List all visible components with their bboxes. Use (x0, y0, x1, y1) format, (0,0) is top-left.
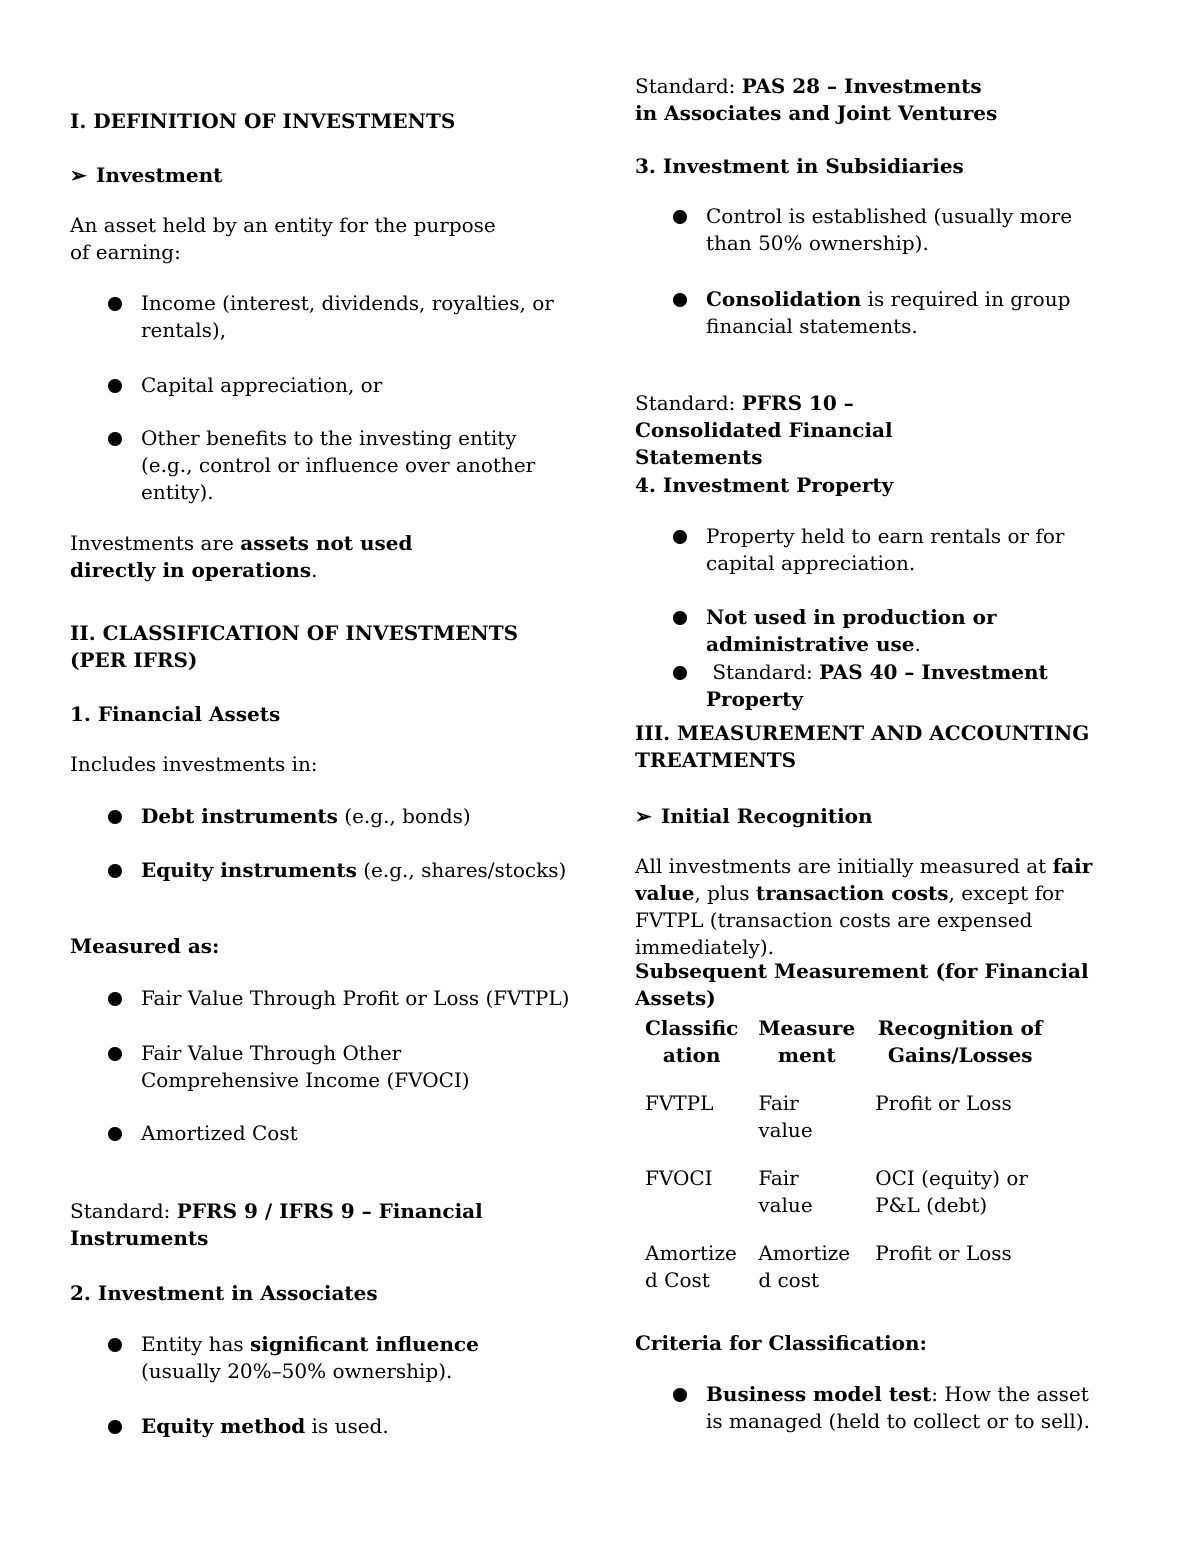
list-item: Property held to earn rentals or for capital appreciation. (706, 524, 1065, 575)
bullet-icon (108, 297, 122, 311)
bullet-icon (108, 1127, 122, 1141)
standard-pfrs9: Standard: PFRS 9 / IFRS 9 – Financial Instruments (70, 1199, 483, 1250)
initial-recognition-text: All investments are initially measured at fair value, plus transaction costs, except for FVTPL (transaction costs are expensed immediately). (635, 854, 1093, 959)
list-item: Amortized Cost (141, 1121, 298, 1145)
table-cell: FVTPL (645, 1091, 714, 1115)
list-item-equity: Equity instruments (e.g., shares/stocks) (141, 858, 567, 882)
list-item-not-used: Not used in production or administrative use. (706, 605, 997, 656)
table-cell: Amortize d cost (758, 1241, 851, 1292)
list-item-pas40: Standard: PAS 40 – Investment Property (706, 660, 1048, 711)
list-item: Other benefits to the investing entity (e.g., control or influence over another entity). (141, 426, 536, 504)
list-item: Income (interest, dividends, royalties, or rentals), (141, 291, 554, 342)
financial-assets-includes: Includes investments in: (70, 752, 318, 776)
bullet-icon (108, 992, 122, 1006)
bullet-icon (673, 530, 687, 544)
table-cell: FVOCI (645, 1166, 713, 1190)
criteria-title: Criteria for Classification: (635, 1331, 927, 1355)
financial-assets-title: 1. Financial Assets (70, 702, 281, 726)
bullet-icon (673, 611, 687, 625)
table-cell: Profit or Loss (875, 1091, 1012, 1115)
table-header-row (635, 1015, 1055, 1069)
bullet-icon (108, 810, 122, 824)
list-item-influence: Entity has significant influence (usually 20%–50% ownership). (141, 1332, 479, 1383)
measured-as-heading: Measured as: (70, 934, 220, 958)
bullet-icon (108, 1338, 122, 1352)
list-item: Control is established (usually more than 50% ownership). (706, 204, 1073, 255)
column-header: Classific ation (645, 1016, 739, 1067)
list-item-consolidation: Consolidation is required in group financial statements. (706, 287, 1071, 338)
table-row (635, 1240, 1055, 1294)
section-heading-measurement: III. MEASUREMENT AND ACCOUNTING TREATMENTS (635, 721, 1090, 772)
list-item-business-model: Business model test: How the asset is managed (held to collect or to sell). (706, 1382, 1090, 1433)
bullet-icon (108, 1420, 122, 1434)
standard-pas28: Standard: PAS 28 – Investments in Associates and Joint Ventures (635, 74, 998, 125)
list-item: Fair Value Through Other Comprehensive Income (FVOCI) (141, 1041, 470, 1092)
subsidiaries-title: 3. Investment in Subsidiaries (635, 154, 964, 178)
column-header: Recognition of Gains/Losses (877, 1016, 1043, 1067)
investment-subheading: ➢ Investment (70, 163, 223, 187)
bullet-icon (673, 293, 687, 307)
bullet-icon (108, 1047, 122, 1061)
arrow-icon: ➢ (635, 804, 652, 828)
table-cell: Amortize d Cost (645, 1241, 737, 1292)
bullet-icon (108, 864, 122, 878)
operations-text: Investments are assets not used directly in operations. (70, 531, 413, 582)
bullet-icon (108, 432, 122, 446)
table-cell: Fair value (758, 1091, 813, 1142)
table-cell: OCI (equity) or P&L (debt) (875, 1166, 1028, 1217)
list-item-debt: Debt instruments (e.g., bonds) (141, 804, 471, 828)
list-item: Capital appreciation, or (141, 373, 383, 397)
section-heading-definition: I. DEFINITION OF INVESTMENTS (70, 109, 456, 133)
associates-title: 2. Investment in Associates (70, 1281, 378, 1305)
table-row (635, 1090, 1055, 1144)
initial-recognition-subheading: ➢ Initial Recognition (635, 804, 873, 828)
bullet-icon (673, 666, 687, 680)
table-cell: Fair value (758, 1166, 813, 1217)
bullet-icon (673, 1388, 687, 1402)
list-item-equity-method: Equity method is used. (141, 1414, 389, 1438)
arrow-icon: ➢ (70, 163, 87, 187)
measurement-table (635, 1015, 1055, 1294)
bullet-icon (108, 379, 122, 393)
table-row (635, 1165, 1055, 1219)
list-item: Fair Value Through Profit or Loss (FVTPL) (141, 986, 570, 1010)
table-cell: Profit or Loss (875, 1241, 1012, 1265)
standard-pfrs10: Standard: PFRS 10 – Consolidated Financial Statements (635, 391, 893, 469)
bullet-icon (673, 210, 687, 224)
definition-text: An asset held by an entity for the purpose of earning: (70, 213, 496, 264)
column-header: Measure ment (758, 1016, 856, 1067)
section-heading-classification: II. CLASSIFICATION OF INVESTMENTS (PER IFRS) (70, 621, 519, 672)
investment-property-title: 4. Investment Property (635, 473, 894, 497)
subsequent-measurement-title: Subsequent Measurement (for Financial Assets) (635, 959, 1089, 1010)
